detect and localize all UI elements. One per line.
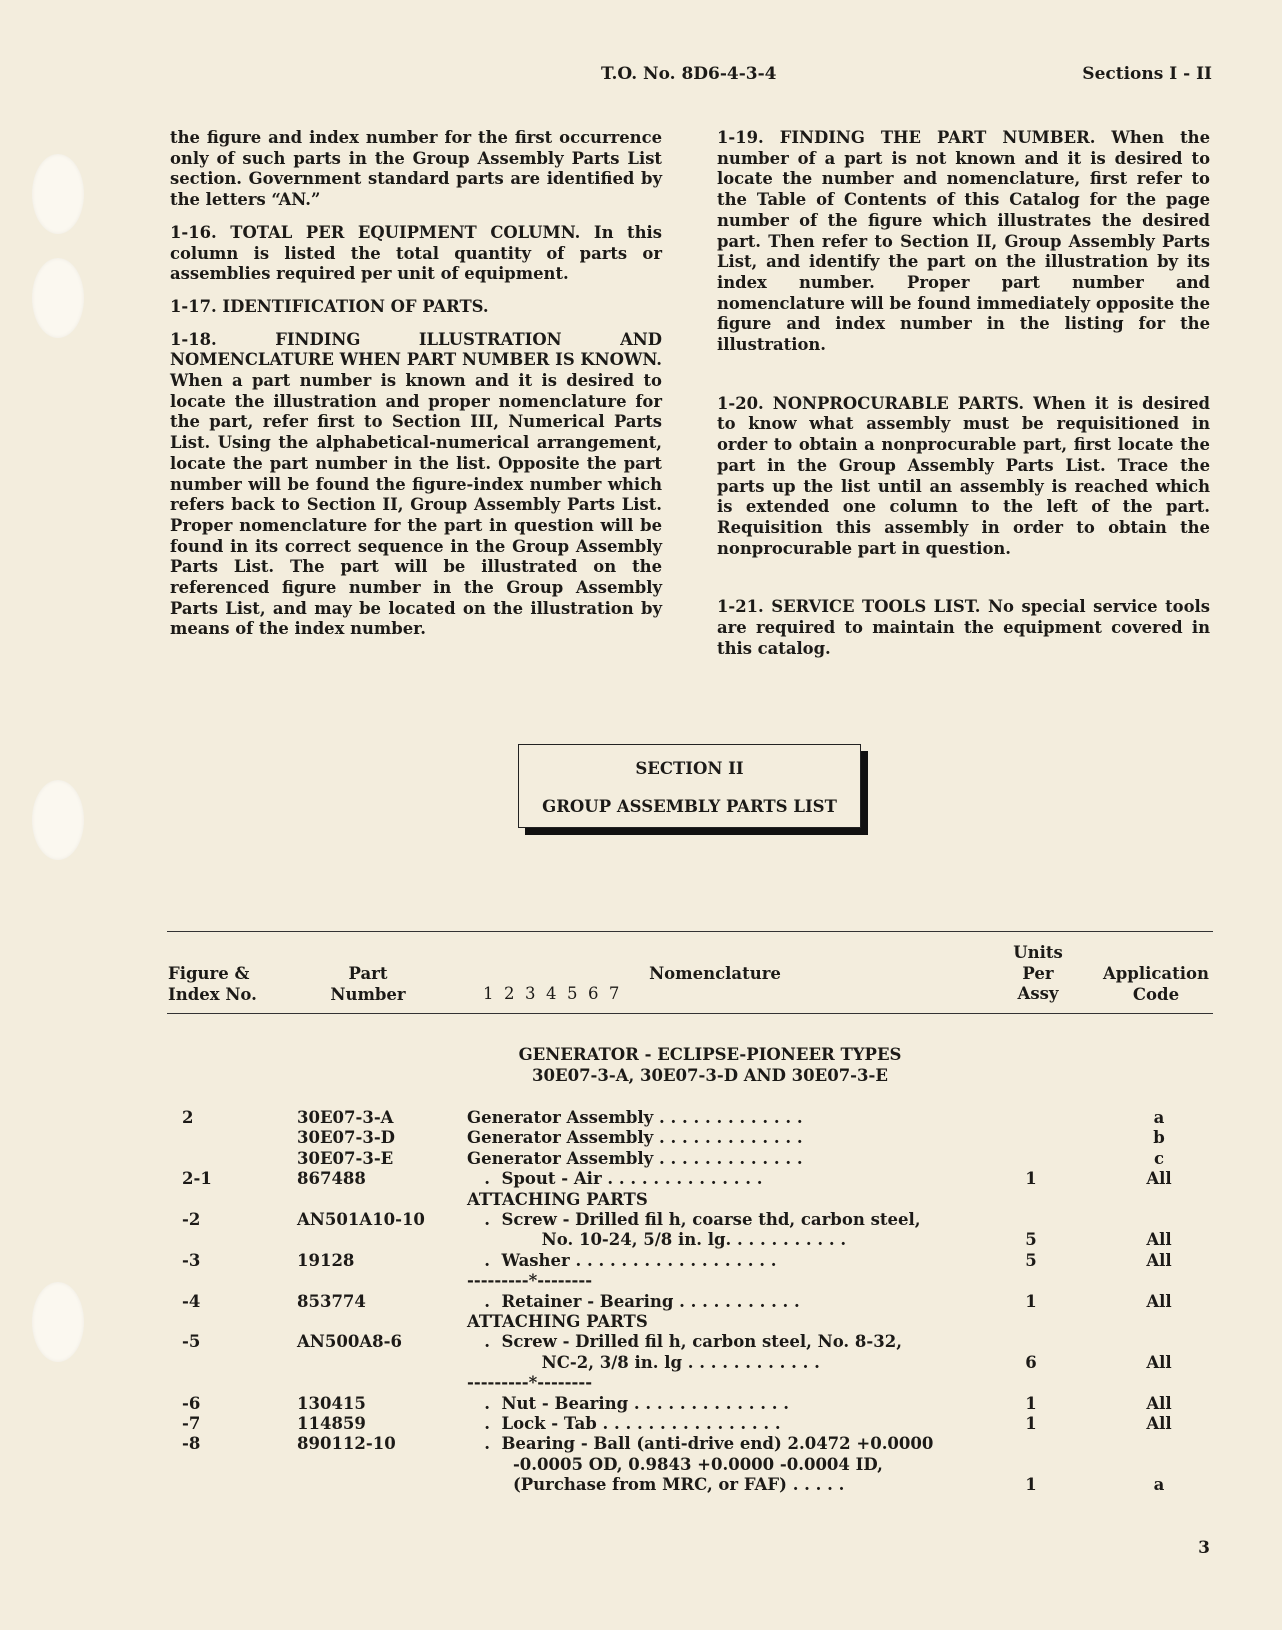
row-figure-index: -7: [182, 1414, 201, 1433]
row-app-code: All: [1146, 1393, 1172, 1413]
header-figure-index: Figure & Index No.: [168, 964, 257, 1004]
table-header-rule: [167, 1013, 1213, 1014]
row-units: 1: [1025, 1414, 1037, 1433]
paragraph-1-21: 1-21. SERVICE TOOLS LIST. No special service tools are required to maintain the equipment covered in this catalog.: [717, 597, 1210, 658]
table-title-line1: GENERATOR - ECLIPSE-PIONEER TYPES: [518, 1045, 902, 1064]
row-figure-index: -6: [182, 1393, 201, 1413]
row-nomenclature: . Washer . . . . . . . . . . . . . . . . . .: [467, 1250, 777, 1270]
row-nomenclature: ATTACHING PARTS: [467, 1189, 648, 1209]
row-units: 5: [1025, 1230, 1037, 1250]
row-app-code: All: [1146, 1250, 1172, 1270]
row-figure-index: 2: [182, 1108, 194, 1127]
punch-hole-top: [32, 154, 84, 234]
row-nomenclature: . Spout - Air . . . . . . . . . . . . . .: [467, 1169, 763, 1189]
row-app-code: All: [1146, 1230, 1172, 1250]
row-app-code: All: [1146, 1352, 1172, 1372]
table-title-line2: 30E07-3-A, 30E07-3-D AND 30E07-3-E: [532, 1066, 888, 1085]
row-part-number: 30E07-3-E: [297, 1148, 394, 1168]
row-units: 1: [1025, 1169, 1037, 1189]
row-part-number: 30E07-3-A: [297, 1108, 394, 1127]
punch-hole-middle: [32, 780, 84, 860]
row-nomenclature: ---------*--------: [467, 1373, 593, 1393]
row-app-code: All: [1146, 1169, 1172, 1189]
row-figure-index: -4: [182, 1291, 201, 1311]
row-part-number: 30E07-3-D: [297, 1128, 395, 1148]
row-nomenclature: ---------*--------: [467, 1271, 593, 1291]
row-part-number: 130415: [297, 1393, 366, 1413]
row-nomenclature: NC-2, 3/8 in. lg . . . . . . . . . . . .: [467, 1352, 820, 1372]
row-part-number: AN500A8-6: [297, 1332, 402, 1352]
row-app-code: b: [1153, 1128, 1165, 1148]
paragraph-1-20: 1-20. NONPROCURABLE PARTS. When it is desired to know what assembly must be requisitioned in order to obtain a nonprocurable part, first locate the part in the Group Assembly Parts List. Trace the parts up the list until an assembly is reached which is extended one column to the left of the part. Requisition this assembly in order to obtain the nonprocurable part in question.: [717, 393, 1210, 558]
section-title: GROUP ASSEMBLY PARTS LIST: [542, 797, 837, 816]
row-app-code: a: [1153, 1475, 1165, 1495]
row-app-code: c: [1153, 1148, 1165, 1168]
section-number: SECTION II: [635, 759, 744, 778]
row-app-code: All: [1146, 1414, 1172, 1433]
paragraph-1-17: 1-17. IDENTIFICATION OF PARTS.: [170, 296, 489, 316]
row-part-number: 853774: [297, 1291, 366, 1311]
header-application-code: Application Code: [1102, 964, 1210, 1004]
header-units-per-assy: Units Per Assy: [1013, 943, 1063, 1003]
row-nomenclature: . Retainer - Bearing . . . . . . . . . . .: [467, 1291, 800, 1311]
row-nomenclature: -0.0005 OD, 0.9843 +0.0000 -0.0004 ID,: [467, 1454, 883, 1474]
row-nomenclature: ATTACHING PARTS: [467, 1312, 648, 1331]
table-top-rule: [167, 931, 1213, 932]
row-figure-index: -5: [182, 1332, 201, 1352]
section-title-box: [518, 744, 861, 828]
row-nomenclature: Generator Assembly . . . . . . . . . . . . .: [467, 1148, 803, 1168]
row-part-number: 890112-10: [297, 1434, 396, 1454]
to-number: T.O. No. 8D6-4-3-4: [601, 64, 777, 84]
row-figure-index: -2: [182, 1210, 201, 1229]
section-indicator: Sections I - II: [1082, 64, 1212, 84]
paragraph-1-16: 1-16. TOTAL PER EQUIPMENT COLUMN. In this column is listed the total quantity of parts or assemblies required per unit of equipment.: [170, 222, 662, 284]
row-nomenclature: (Purchase from MRC, or FAF) . . . . .: [467, 1475, 845, 1495]
header-indent-levels: 1 2 3 4 5 6 7: [483, 984, 620, 1003]
row-nomenclature: Generator Assembly . . . . . . . . . . . . .: [467, 1108, 803, 1127]
row-figure-index: -3: [182, 1250, 201, 1270]
header-nomenclature: Nomenclature: [649, 964, 781, 983]
row-nomenclature: . Screw - Drilled fil h, carbon steel, No. 8-32,: [467, 1332, 902, 1352]
row-nomenclature: . Nut - Bearing . . . . . . . . . . . . . .: [467, 1393, 789, 1413]
left-text-column: [170, 128, 662, 652]
row-nomenclature: . Lock - Tab . . . . . . . . . . . . . . . .: [467, 1414, 781, 1433]
row-part-number: 867488: [297, 1169, 366, 1189]
row-part-number: AN501A10-10: [297, 1210, 425, 1229]
row-units: 6: [1025, 1352, 1037, 1372]
row-app-code: All: [1146, 1291, 1172, 1311]
row-nomenclature: . Screw - Drilled fil h, coarse thd, carbon steel,: [467, 1210, 921, 1229]
row-nomenclature: Generator Assembly . . . . . . . . . . . . .: [467, 1128, 803, 1148]
paragraph-1-18: 1-18. FINDING ILLUSTRATION AND NOMENCLATURE WHEN PART NUMBER IS KNOWN. When a part number is known and it is desired to locate the illustration and proper nomenclature for the part, refer first to Section III, Numerical Parts List. Using the alphabetical-numerical arrangement, locate the part number in the list. Opposite the part number will be found the figure-index number which refers back to Section II, Group Assembly Parts List. Proper nomenclature for the part in question will be found in its correct sequence in the Group Assembly Parts List. The part will be illustrated on the referenced figure number in the Group Assembly Parts List, and may be located on the illustration by means of the index number.: [170, 329, 662, 639]
row-units: 1: [1025, 1475, 1037, 1495]
row-figure-index: 2-1: [182, 1169, 212, 1189]
row-units: 1: [1025, 1393, 1037, 1413]
row-part-number: 114859: [297, 1414, 366, 1433]
row-nomenclature: . Bearing - Ball (anti-drive end) 2.0472 +0.0000: [467, 1434, 934, 1454]
row-part-number: 19128: [297, 1250, 355, 1270]
row-nomenclature: No. 10-24, 5/8 in. lg. . . . . . . . . . .: [467, 1230, 847, 1250]
row-app-code: a: [1153, 1108, 1165, 1127]
right-text-column: [717, 128, 1210, 671]
paragraph-1-19: 1-19. FINDING THE PART NUMBER. When the number of a part is not known and it is desired to locate the number and nomenclature, first refer to the Table of Contents of this Catalog for the page number of the figure which illustrates the desired part. Then refer to Section II, Group Assembly Parts List, and identify the part on the illustration by its index number. Proper part number and nomenclature will be found immediately opposite the figure and index number in the listing for the illustration.: [717, 128, 1210, 355]
punch-hole-bottom: [32, 1282, 84, 1362]
punch-hole-upper: [32, 258, 84, 338]
paragraph-continued: the figure and index number for the first occurrence only of such parts in the Group Assembly Parts List section. Government standard parts are identified by the letters “AN.”: [170, 128, 662, 210]
row-figure-index: -8: [182, 1434, 201, 1454]
row-units: 5: [1025, 1250, 1037, 1270]
row-units: 1: [1025, 1291, 1037, 1311]
header-part-number: Part Number: [330, 964, 406, 1004]
page-number: 3: [1198, 1538, 1210, 1558]
